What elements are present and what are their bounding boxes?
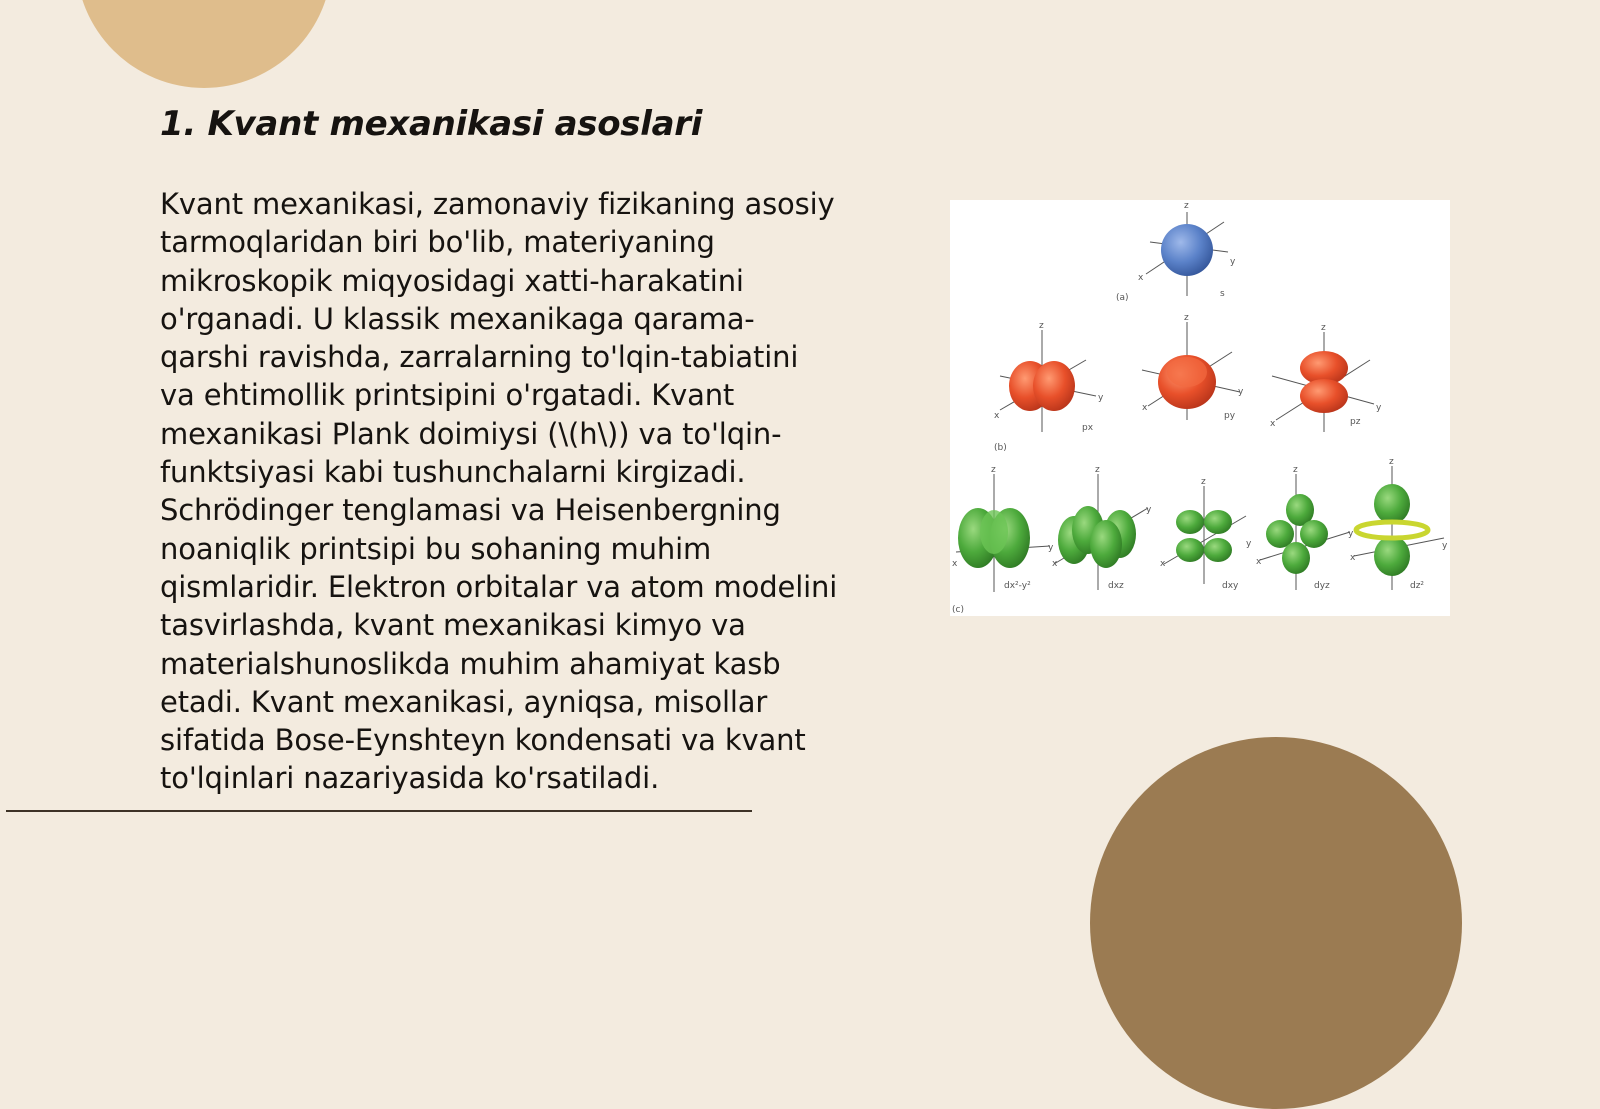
axis-label-y: y [1348,529,1354,539]
orbital-label-d4: dyz [1314,581,1330,591]
horizontal-rule [6,810,752,812]
axis-label-z: z [1321,323,1326,333]
axis-label-z: z [1184,201,1189,211]
axis-label-y: y [1146,505,1152,515]
axis-label-z: z [1039,321,1044,331]
orbital-label-d2: dxz [1108,581,1124,591]
axis-label-x: x [1160,559,1166,569]
decorative-circle-top [76,0,332,88]
axis-label-x: x [994,411,1000,421]
s-orbital [1116,201,1236,303]
axis-label-z: z [1389,457,1394,467]
dyz-orbital [1256,465,1354,591]
orbital-label-d1: dx²-y² [1004,581,1031,591]
orbital-figure [950,200,1450,616]
orbital-label-s: s [1220,289,1225,299]
axis-label-y: y [1098,393,1104,403]
axis-label-y: y [1230,257,1236,267]
axis-label-x: x [1052,559,1058,569]
orbital-label-px: px [1082,423,1094,433]
decorative-circle-bottom [1090,737,1462,1109]
axis-label-z: z [1184,313,1189,323]
axis-label-x: x [1350,553,1356,563]
orbital-label-pz: pz [1350,417,1361,427]
axis-label-z: z [991,465,996,475]
dxy-orbital [1160,477,1252,591]
axis-label-z: z [1201,477,1206,487]
axis-label-x: x [1256,557,1262,567]
py-orbital [1142,313,1244,421]
orbital-label-d3: dxy [1222,581,1239,591]
panel-label-b: (b) [994,443,1007,453]
axis-label-x: x [1138,273,1144,283]
dxz-orbital [1052,465,1152,591]
orbital-diagram [950,200,1450,616]
axis-label-y: y [1442,541,1448,551]
px-orbital [994,321,1104,453]
orbital-label-py: py [1224,411,1236,421]
axis-label-y: y [1376,403,1382,413]
pz-orbital [1270,323,1382,432]
panel-label-c: (c) [952,605,964,615]
axis-label-y: y [1048,543,1054,553]
axis-label-x: x [1270,419,1276,429]
panel-label-a: (a) [1116,293,1129,303]
dx2-y2-orbital [952,465,1054,615]
axis-label-z: z [1095,465,1100,475]
slide-paragraph: Kvant mexanikasi, zamonaviy fizikaning asosiy tarmoqlaridan biri bo'lib, materiyaning mikroskopik miqyosidagi xatti-harakatini o'rganadi. U klassik mexanikaga qarama-qarshi ravishda, zarralarning to'lqin-tabiatini va ehtimollik printsipini o'rgatadi. Kvant mexanikasi Plank doimiysi (\(h\)) va to'lqin-funktsiyasi kabi tushunchalarni kirgizadi. Schrödinger tenglamasi va Heisenbergning noaniqlik printsipi bu sohaning muhim qismlaridir. Elektron orbitalar va atom modelini tasvirlashda, kvant mexanikasi kimyo va materialshunoslikda muhim ahamiyat kasb etadi. Kvant mexanikasi, ayniqsa, misollar sifatida Bose-Eynshteyn kondensati va kvant to'lqinlari nazariyasida ko'rsatiladi. [160,187,838,796]
slide-title: 1. Kvant mexanikasi asoslari [160,104,703,144]
axis-label-x: x [1142,403,1148,413]
orbital-label-d5: dz² [1410,581,1425,591]
axis-label-x: x [952,559,958,569]
axis-label-z: z [1293,465,1298,475]
dz2-orbital [1350,457,1448,591]
axis-label-y: y [1246,539,1252,549]
axis-label-y: y [1238,387,1244,397]
